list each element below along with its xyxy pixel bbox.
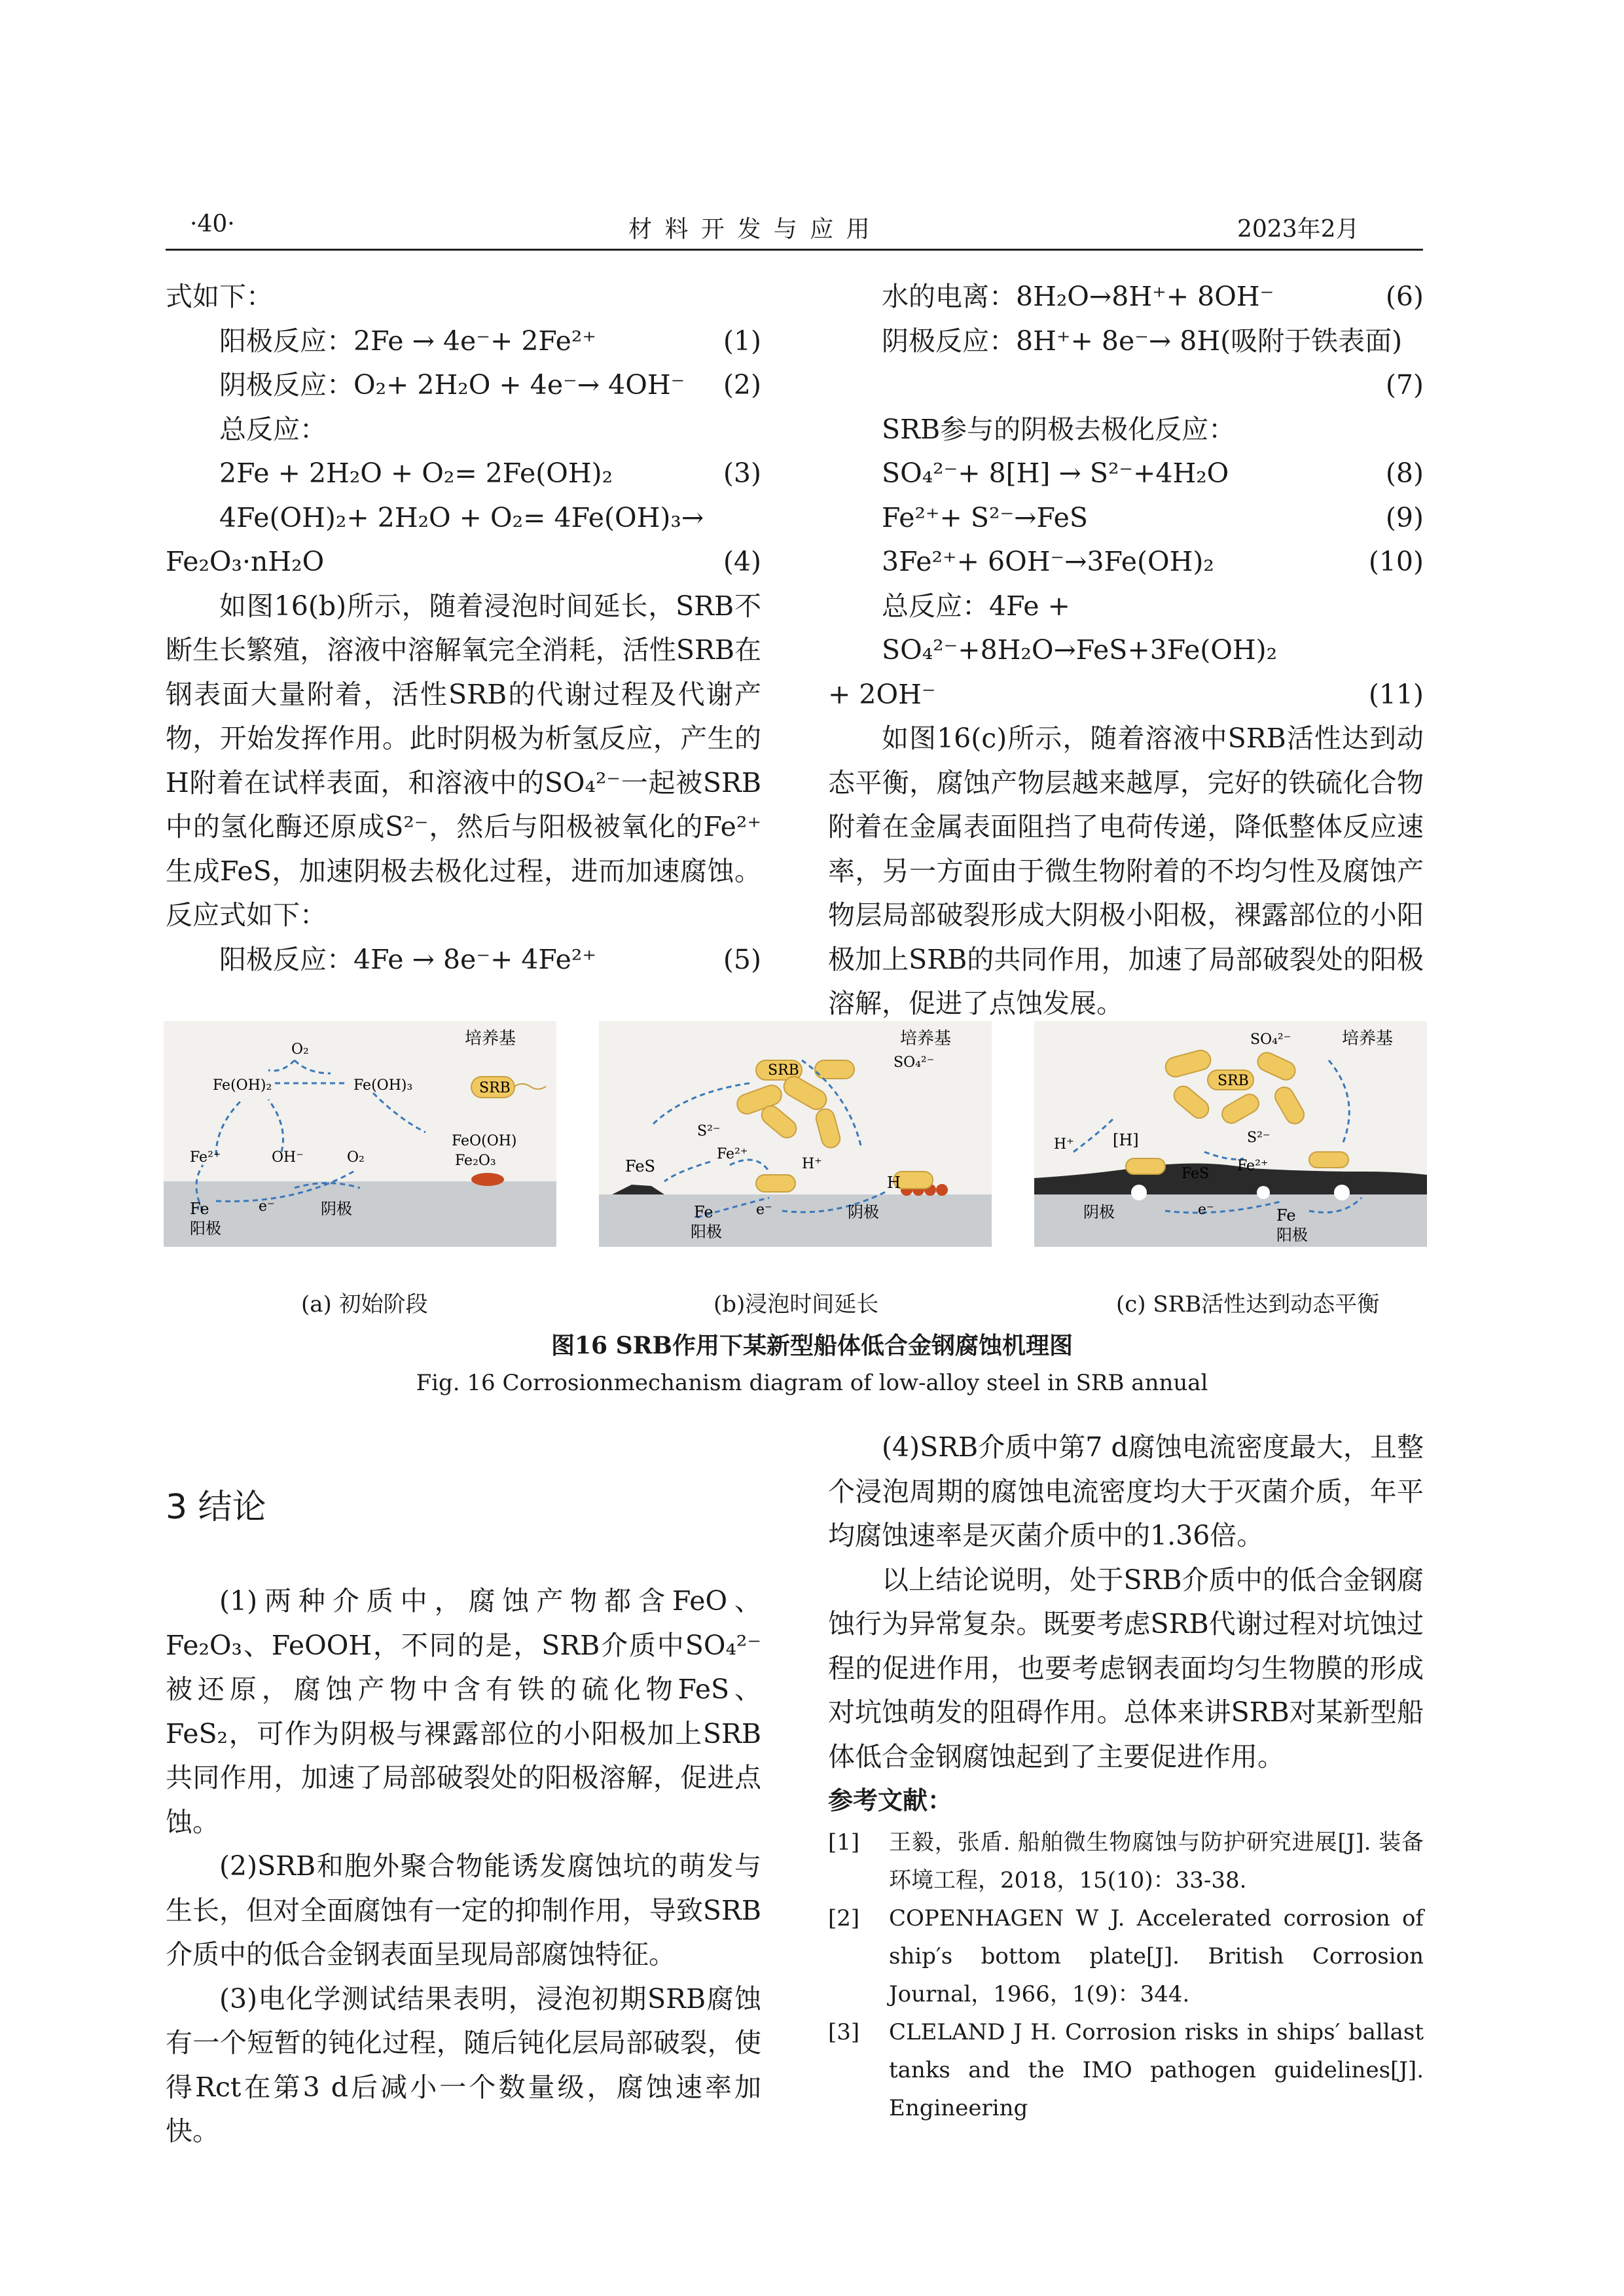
caption-panel-c: (c) SRB活性达到动态平衡 [1116,1291,1380,1318]
reference-item: [1] 王毅，张盾. 船舶微生物腐蚀与防护研究进展[J]. 装备环境工程，2018，15(10)：33-38. [828,1829,1424,1893]
page-number: ·40· [190,211,235,238]
equation-9: Fe²⁺+ S²⁻→FeS (9) [882,501,1424,533]
b-label-h: H [887,1174,901,1192]
c-label-anode: 阳极 [1276,1226,1308,1244]
equation-8: SO₄²⁻+ 8[H] → S²⁻+4H₂O (8) [882,457,1424,489]
section-heading-conclusion: 3 结论 [166,1488,266,1527]
a-label-e: e⁻ [259,1198,275,1215]
reference-item: [3] CLELAND J H. Corrosion risks in ships′ ballast tanks and the IMO pathogen guidelines[J]. Engineering [828,2018,1424,2121]
conclusion-point-2: (2)SRB和胞外聚合物能诱发腐蚀坑的萌发与生长，但对全面腐蚀有一定的抑制作用，导致SRB介质中的低合金钢表面呈现局部腐蚀特征。 [166,1850,761,1970]
paragraph-fig16c: 如图16(c)所示，随着溶液中SRB活性达到动态平衡，腐蚀产物层越来越厚，完好的铁硫化合物附着在金属表面阻挡了电荷传递，降低整体反应速率，另一方面由于微生物附着的不均匀性及腐蚀产物层局部破裂形成大阴极小阳极，裸露部位的小阳极加上SRB的共同作用，加速了局部破裂处的阳极溶解，促进了点蚀发展。 [828,723,1424,1019]
a-label-o2-top: O₂ [291,1041,309,1058]
b-label-fe: Fe [694,1203,713,1221]
srb-reaction-label: SRB参与的阴极去极化反应： [882,413,1236,445]
a-label-feooh: FeO(OH) [452,1133,517,1149]
figure-title-en: Fig. 16 Corrosionmechanism diagram of low-alloy steel in SRB annual [416,1370,1208,1396]
equation-10: 3Fe²⁺+ 6OH⁻→3Fe(OH)₂ (10) [882,546,1424,577]
paragraph-fig16b: 如图16(b)所示，随着浸泡时间延长，SRB不断生长繁殖，溶液中溶解氧完全消耗，活性SRB在钢表面大量附着，活性SRB的代谢过程及代谢产物，开始发挥作用。此时阴极为析氢反应，产生的H附着在试样表面，和溶液中的SO₄²⁻一起被SRB中的氢化酶还原成S²⁻，然后与阳极被氧化的Fe²⁺生成FeS，加速阴极去极化过程，进而加速腐蚀。反应式如下： [166,590,761,931]
equation-7-line1: 阴极反应：8H⁺+ 8e⁻→ 8H(吸附于铁表面) [882,325,1403,357]
conclusion-point-4: (4)SRB介质中第7 d腐蚀电流密度最大，且整个浸泡周期的腐蚀电流密度均大于灭菌介质，年平均腐蚀速率是灭菌介质中的1.36倍。 [828,1431,1424,1551]
a-label-o2: O₂ [347,1149,365,1166]
a-label-anode: 阳极 [190,1219,221,1238]
right-column-bottom [828,1426,1424,2127]
total-reaction-label: 总反应： [219,413,327,445]
a-label-fe2: Fe²⁺ [190,1149,221,1166]
conclusion-summary: 以上结论说明，处于SRB介质中的低合金钢腐蚀行为异常复杂。既要考虑SRB代谢过程对坑蚀过程的促进作用，也要考虑钢表面均匀生物膜的形成对坑蚀萌发的阻碍作用。总体来讲SRB对某新型船体低合金钢腐蚀起到了主要促进作用。 [828,1564,1424,1772]
rust-deposit-a [471,1173,504,1186]
reference-item: [2] COPENHAGEN W J. Accelerated corrosion of ship′s bottom plate[J]. British Corrosion Journal，1966，1(9)：344. [828,1905,1424,2007]
equation-5: 阳极反应：4Fe → 8e⁻+ 4Fe²⁺ (5) [219,943,761,975]
a-label-medium: 培养基 [465,1029,516,1049]
b-label-fes: FeS [625,1157,655,1175]
c-label-e: e⁻ [1198,1202,1214,1218]
a-label-oh: OH⁻ [272,1149,304,1166]
header-rule [166,249,1423,251]
c-label-fes: FeS [1182,1166,1210,1182]
b-label-e: e⁻ [756,1202,772,1218]
steel-substrate-b [599,1194,992,1247]
a-label-feoh3: Fe(OH)₃ [353,1077,413,1094]
intro-line: 式如下： [166,281,273,312]
equation-2: 阴极反应：O₂+ 2H₂O + 4e⁻→ 4OH⁻ (2) [219,369,761,401]
conclusion-point-1: (1)两种介质中，腐蚀产物都含FeO、Fe₂O₃、FeOOH，不同的是，SRB介质中SO₄²⁻被还原，腐蚀产物中含有铁的硫化物FeS、FeS₂，可作为阴极与裸露部位的小阳极加上SRB共同作用，加速了局部破裂处的阳极溶解，促进点蚀。 [166,1585,761,1838]
equation-6: 水的电离：8H₂O→8H⁺+ 8OH⁻ (6) [882,281,1424,312]
c-label-cathode: 阴极 [1083,1203,1115,1221]
equation-7-number: (7) [1385,369,1424,401]
b-label-h-plus: H⁺ [802,1156,822,1172]
c-label-fe: Fe [1276,1206,1296,1225]
a-label-cathode: 阴极 [321,1200,352,1218]
a-label-fe: Fe [190,1200,209,1218]
a-label-srb: SRB [479,1080,511,1096]
journal-title: 材 料 开 发 与 应 用 [628,216,873,243]
equation-11-line1: 总反应：4Fe + SO₄²⁻+8H₂O→FeS+3Fe(OH)₂ [882,590,1278,666]
caption-panel-a: (a) 初始阶段 [301,1291,428,1318]
caption-panel-b: (b)浸泡时间延长 [713,1291,879,1318]
figure-panel-a [164,1021,556,1247]
b-label-srb: SRB [768,1062,799,1079]
c-label-h-bracket: [H] [1113,1131,1139,1149]
issue-date: 2023年2月 [1237,216,1360,243]
a-label-feoh2: Fe(OH)₂ [213,1077,272,1094]
references-heading: 参考文献： [828,1786,953,1815]
c-label-medium: 培养基 [1342,1029,1394,1049]
a-label-fe2o3: Fe₂O₃ [455,1153,496,1169]
b-label-s2: S²⁻ [697,1123,721,1139]
c-label-so4: SO₄²⁻ [1250,1031,1291,1048]
left-column-bottom [166,1579,761,2154]
equation-4-line2: Fe₂O₃·nH₂O (4) [166,546,761,577]
left-column-top [166,275,761,982]
steel-substrate-a [164,1181,556,1247]
c-label-h-plus: H⁺ [1054,1136,1074,1153]
equation-1: 阳极反应：2Fe → 4e⁻+ 2Fe²⁺ (1) [219,325,761,357]
equation-4-line1: 4Fe(OH)₂+ 2H₂O + O₂= 4Fe(OH)₃→ [219,501,704,533]
b-label-medium: 培养基 [900,1029,952,1049]
equation-11-line2: + 2OH⁻ (11) [828,678,1424,710]
figure-title-cn: 图16 SRB作用下某新型船体低合金钢腐蚀机理图 [551,1332,1073,1359]
figure-panel-b [599,1021,992,1247]
b-label-anode: 阳极 [691,1223,722,1241]
b-label-so4: SO₄²⁻ [893,1054,935,1071]
equation-3: 2Fe + 2H₂O + O₂= 2Fe(OH)₂ (3) [219,457,761,489]
c-label-srb: SRB [1218,1073,1249,1089]
b-label-fe2: Fe²⁺ [717,1146,748,1162]
b-label-cathode: 阴极 [848,1203,879,1221]
c-label-fe2: Fe²⁺ [1237,1158,1269,1174]
right-column-top [828,275,1424,1026]
conclusion-point-3: (3)电化学测试结果表明，浸泡初期SRB腐蚀有一个短暂的钝化过程，随后钝化层局部破裂，使得Rct在第3 d后减小一个数量级，腐蚀速率加快。 [166,1982,761,2147]
c-label-s2: S²⁻ [1247,1130,1271,1146]
figure-panel-c [1034,1021,1427,1247]
